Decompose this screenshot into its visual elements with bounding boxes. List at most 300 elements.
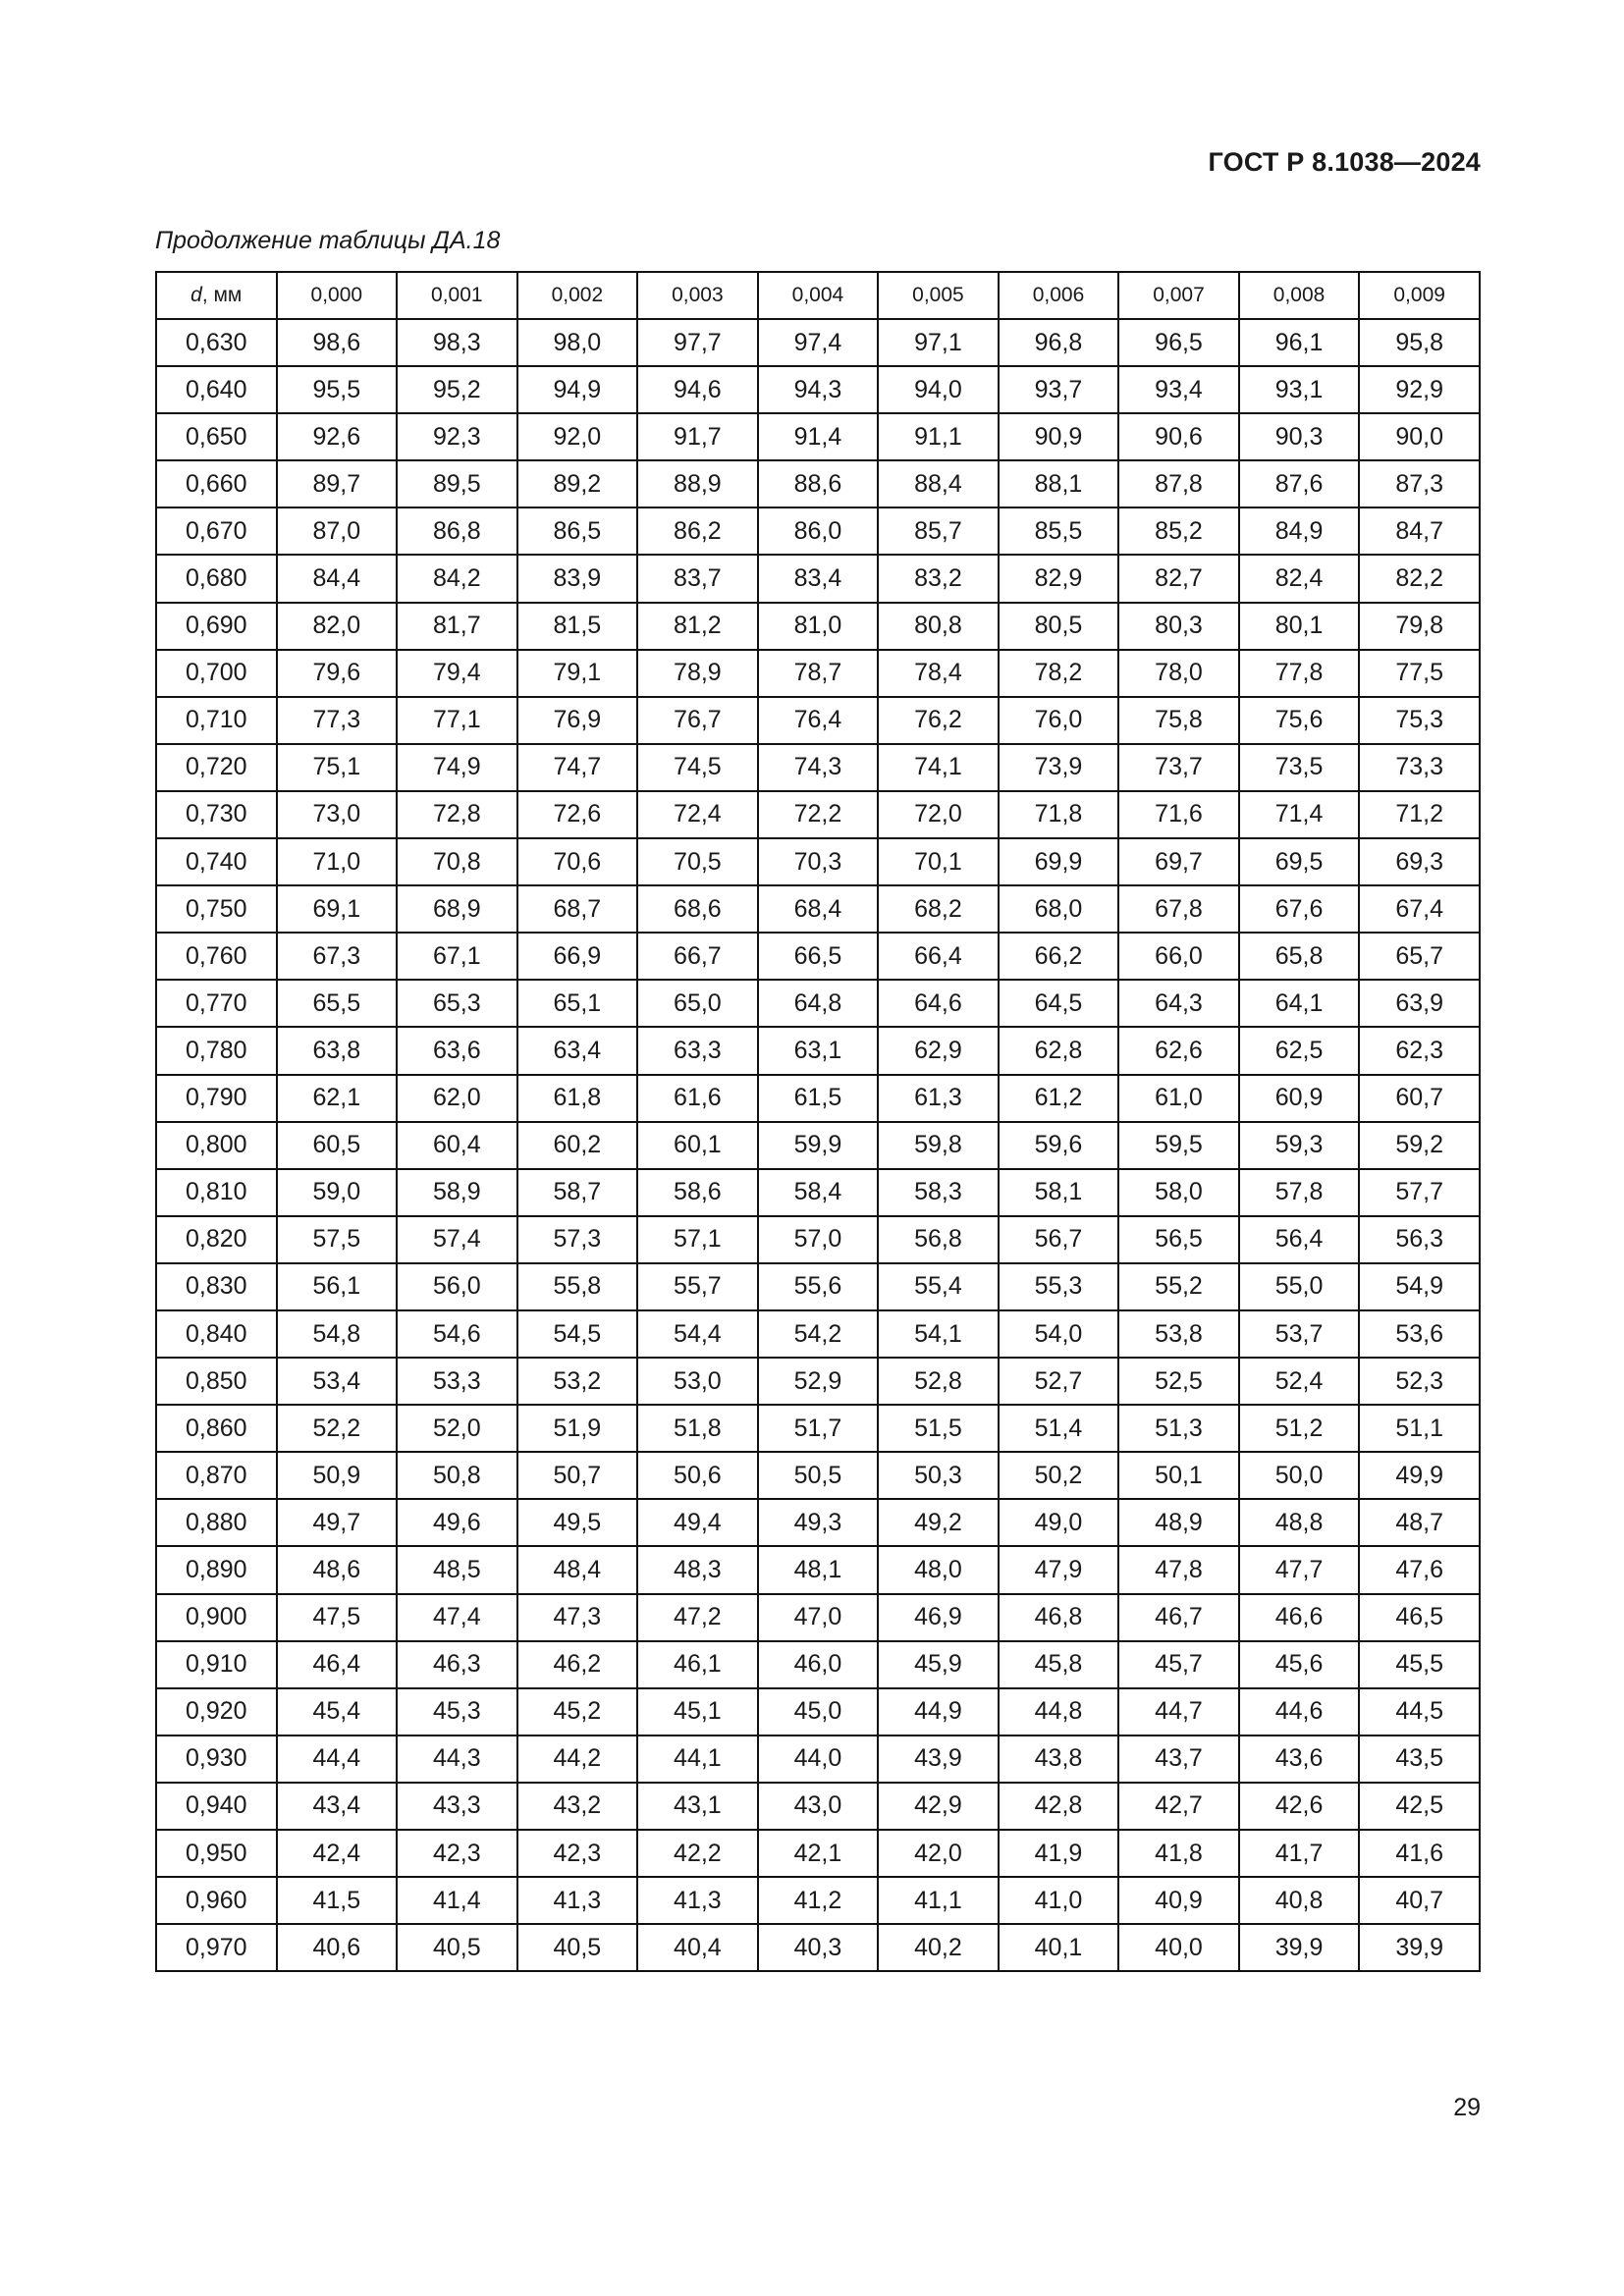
header-cell: 0,002 (517, 272, 638, 319)
table-cell: 42,9 (878, 1783, 999, 1830)
table-row (156, 744, 1480, 791)
row-d-cell: 0,700 (156, 650, 277, 697)
table-row (156, 366, 1480, 413)
table-cell: 58,7 (517, 1169, 638, 1216)
table-cell: 51,1 (1359, 1405, 1480, 1452)
table-cell: 44,5 (1359, 1688, 1480, 1735)
table-cell: 94,0 (878, 366, 999, 413)
table-cell: 44,7 (1118, 1688, 1239, 1735)
table-cell: 41,4 (397, 1877, 517, 1924)
table-cell: 50,8 (397, 1452, 517, 1499)
table-cell: 48,4 (517, 1546, 638, 1593)
table-cell: 43,5 (1359, 1735, 1480, 1783)
table-row (156, 650, 1480, 697)
table-cell: 71,8 (999, 791, 1119, 838)
table-cell: 59,9 (758, 1122, 879, 1169)
table-cell: 53,3 (397, 1358, 517, 1405)
table-cell: 45,9 (878, 1641, 999, 1688)
table-row (156, 413, 1480, 460)
table-row (156, 1122, 1480, 1169)
table-cell: 57,8 (1239, 1169, 1360, 1216)
table-cell: 39,9 (1239, 1924, 1360, 1971)
table-cell: 73,3 (1359, 744, 1480, 791)
data-table (155, 271, 1481, 1972)
row-d-cell: 0,880 (156, 1499, 277, 1546)
table-cell: 47,8 (1118, 1546, 1239, 1593)
table-cell: 40,1 (999, 1924, 1119, 1971)
table-cell: 41,3 (517, 1877, 638, 1924)
table-cell: 46,6 (1239, 1594, 1360, 1641)
table-cell: 46,7 (1118, 1594, 1239, 1641)
table-cell: 44,8 (999, 1688, 1119, 1735)
table-cell: 42,8 (999, 1783, 1119, 1830)
table-cell: 69,1 (277, 885, 398, 933)
table-cell: 61,6 (637, 1075, 758, 1122)
table-row (156, 1310, 1480, 1358)
row-d-cell: 0,800 (156, 1122, 277, 1169)
row-d-cell: 0,930 (156, 1735, 277, 1783)
table-cell: 88,9 (637, 460, 758, 507)
table-cell: 59,5 (1118, 1122, 1239, 1169)
table-cell: 48,7 (1359, 1499, 1480, 1546)
table-cell: 56,4 (1239, 1216, 1360, 1263)
table-cell: 89,2 (517, 460, 638, 507)
table-cell: 53,4 (277, 1358, 398, 1405)
table-cell: 66,7 (637, 933, 758, 980)
table-cell: 50,7 (517, 1452, 638, 1499)
table-cell: 43,1 (637, 1783, 758, 1830)
table-cell: 40,5 (517, 1924, 638, 1971)
table-cell: 54,1 (878, 1310, 999, 1358)
table-cell: 45,0 (758, 1688, 879, 1735)
table-cell: 71,4 (1239, 791, 1360, 838)
table-cell: 57,4 (397, 1216, 517, 1263)
table-cell: 67,8 (1118, 885, 1239, 933)
table-cell: 51,2 (1239, 1405, 1360, 1452)
table-cell: 55,0 (1239, 1263, 1360, 1310)
table-cell: 43,3 (397, 1783, 517, 1830)
table-cell: 72,2 (758, 791, 879, 838)
table-cell: 44,2 (517, 1735, 638, 1783)
table-cell: 43,8 (999, 1735, 1119, 1783)
table-cell: 98,0 (517, 319, 638, 366)
table-cell: 85,7 (878, 507, 999, 555)
table-cell: 83,9 (517, 555, 638, 602)
table-cell: 89,5 (397, 460, 517, 507)
table-cell: 72,8 (397, 791, 517, 838)
table-cell: 51,9 (517, 1405, 638, 1452)
table-cell: 44,3 (397, 1735, 517, 1783)
table-cell: 83,7 (637, 555, 758, 602)
table-cell: 50,1 (1118, 1452, 1239, 1499)
table-cell: 56,8 (878, 1216, 999, 1263)
table-cell: 91,7 (637, 413, 758, 460)
table-cell: 70,5 (637, 838, 758, 885)
table-cell: 76,9 (517, 697, 638, 744)
table-cell: 53,6 (1359, 1310, 1480, 1358)
table-cell: 89,7 (277, 460, 398, 507)
header-cell: 0,007 (1118, 272, 1239, 319)
table-cell: 88,4 (878, 460, 999, 507)
table-cell: 55,6 (758, 1263, 879, 1310)
row-d-cell: 0,950 (156, 1830, 277, 1877)
table-cell: 47,3 (517, 1594, 638, 1641)
table-cell: 40,4 (637, 1924, 758, 1971)
table-row (156, 1358, 1480, 1405)
table-row (156, 1499, 1480, 1546)
table-cell: 48,1 (758, 1546, 879, 1593)
table-row (156, 319, 1480, 366)
table-cell: 78,9 (637, 650, 758, 697)
table-cell: 46,4 (277, 1641, 398, 1688)
table-cell: 46,8 (999, 1594, 1119, 1641)
table-cell: 49,3 (758, 1499, 879, 1546)
table-cell: 41,8 (1118, 1830, 1239, 1877)
table-cell: 54,4 (637, 1310, 758, 1358)
table-cell: 41,2 (758, 1877, 879, 1924)
table-cell: 64,1 (1239, 980, 1360, 1027)
table-cell: 40,0 (1118, 1924, 1239, 1971)
table-cell: 87,6 (1239, 460, 1360, 507)
table-cell: 61,0 (1118, 1075, 1239, 1122)
table-cell: 51,3 (1118, 1405, 1239, 1452)
table-cell: 40,9 (1118, 1877, 1239, 1924)
table-cell: 79,6 (277, 650, 398, 697)
table-cell: 75,3 (1359, 697, 1480, 744)
table-cell: 66,9 (517, 933, 638, 980)
table-row (156, 460, 1480, 507)
table-cell: 45,5 (1359, 1641, 1480, 1688)
table-head (156, 272, 1480, 319)
row-d-cell: 0,820 (156, 1216, 277, 1263)
table-row (156, 1594, 1480, 1641)
table-cell: 82,4 (1239, 555, 1360, 602)
table-cell: 65,3 (397, 980, 517, 1027)
table-cell: 52,9 (758, 1358, 879, 1405)
table-cell: 62,1 (277, 1075, 398, 1122)
table-cell: 75,8 (1118, 697, 1239, 744)
row-d-cell: 0,770 (156, 980, 277, 1027)
table-cell: 84,4 (277, 555, 398, 602)
row-d-cell: 0,640 (156, 366, 277, 413)
table-cell: 47,2 (637, 1594, 758, 1641)
table-row (156, 1546, 1480, 1593)
table-cell: 62,0 (397, 1075, 517, 1122)
table-cell: 45,8 (999, 1641, 1119, 1688)
table-cell: 60,2 (517, 1122, 638, 1169)
row-d-cell: 0,860 (156, 1405, 277, 1452)
table-cell: 68,4 (758, 885, 879, 933)
table-cell: 48,8 (1239, 1499, 1360, 1546)
table-row (156, 933, 1480, 980)
table-row (156, 1027, 1480, 1074)
table-cell: 46,0 (758, 1641, 879, 1688)
row-d-cell: 0,680 (156, 555, 277, 602)
table-cell: 65,1 (517, 980, 638, 1027)
table-cell: 42,5 (1359, 1783, 1480, 1830)
table-cell: 42,3 (397, 1830, 517, 1877)
table-cell: 56,1 (277, 1263, 398, 1310)
table-cell: 39,9 (1359, 1924, 1480, 1971)
table-cell: 47,4 (397, 1594, 517, 1641)
table-cell: 42,6 (1239, 1783, 1360, 1830)
table-cell: 70,3 (758, 838, 879, 885)
table-cell: 95,2 (397, 366, 517, 413)
table-cell: 94,9 (517, 366, 638, 413)
table-row (156, 838, 1480, 885)
table-cell: 82,2 (1359, 555, 1480, 602)
table-cell: 81,7 (397, 603, 517, 650)
table-cell: 41,6 (1359, 1830, 1480, 1877)
table-cell: 52,2 (277, 1405, 398, 1452)
table-cell: 50,3 (878, 1452, 999, 1499)
table-cell: 70,6 (517, 838, 638, 885)
table-row (156, 1452, 1480, 1499)
table-cell: 44,0 (758, 1735, 879, 1783)
table-cell: 44,6 (1239, 1688, 1360, 1735)
table-cell: 45,6 (1239, 1641, 1360, 1688)
table-cell: 96,5 (1118, 319, 1239, 366)
table-cell: 96,8 (999, 319, 1119, 366)
table-cell: 61,2 (999, 1075, 1119, 1122)
table-cell: 74,5 (637, 744, 758, 791)
table-row (156, 1216, 1480, 1263)
table-cell: 74,7 (517, 744, 638, 791)
table-row (156, 791, 1480, 838)
table-cell: 92,9 (1359, 366, 1480, 413)
table-cell: 59,8 (878, 1122, 999, 1169)
table-cell: 69,7 (1118, 838, 1239, 885)
table-cell: 77,1 (397, 697, 517, 744)
table-cell: 79,8 (1359, 603, 1480, 650)
table-cell: 66,5 (758, 933, 879, 980)
table-cell: 75,6 (1239, 697, 1360, 744)
table-cell: 94,6 (637, 366, 758, 413)
table-cell: 83,2 (878, 555, 999, 602)
table-cell: 45,1 (637, 1688, 758, 1735)
table-cell: 65,0 (637, 980, 758, 1027)
header-cell: 0,006 (999, 272, 1119, 319)
table-cell: 51,8 (637, 1405, 758, 1452)
row-d-cell: 0,740 (156, 838, 277, 885)
table-cell: 56,7 (999, 1216, 1119, 1263)
table-cell: 70,1 (878, 838, 999, 885)
table-cell: 98,3 (397, 319, 517, 366)
table-cell: 56,5 (1118, 1216, 1239, 1263)
table-cell: 55,8 (517, 1263, 638, 1310)
table-cell: 41,0 (999, 1877, 1119, 1924)
table-cell: 59,0 (277, 1169, 398, 1216)
row-d-cell: 0,920 (156, 1688, 277, 1735)
row-d-cell: 0,750 (156, 885, 277, 933)
table-cell: 40,8 (1239, 1877, 1360, 1924)
table-cell: 51,4 (999, 1405, 1119, 1452)
table-cell: 63,8 (277, 1027, 398, 1074)
table-cell: 81,5 (517, 603, 638, 650)
table-cell: 48,5 (397, 1546, 517, 1593)
table-cell: 42,1 (758, 1830, 879, 1877)
table-cell: 57,5 (277, 1216, 398, 1263)
row-d-cell: 0,830 (156, 1263, 277, 1310)
table-cell: 55,3 (999, 1263, 1119, 1310)
table-cell: 63,6 (397, 1027, 517, 1074)
header-cell: 0,009 (1359, 272, 1480, 319)
table-cell: 42,2 (637, 1830, 758, 1877)
table-cell: 63,9 (1359, 980, 1480, 1027)
table-cell: 53,7 (1239, 1310, 1360, 1358)
header-cell: 0,003 (637, 272, 758, 319)
table-cell: 55,2 (1118, 1263, 1239, 1310)
table-cell: 46,3 (397, 1641, 517, 1688)
table-cell: 72,4 (637, 791, 758, 838)
table-cell: 50,2 (999, 1452, 1119, 1499)
header-cell: 0,000 (277, 272, 398, 319)
table-cell: 58,9 (397, 1169, 517, 1216)
table-cell: 52,0 (397, 1405, 517, 1452)
table-cell: 58,1 (999, 1169, 1119, 1216)
table-cell: 51,7 (758, 1405, 879, 1452)
table-cell: 46,5 (1359, 1594, 1480, 1641)
row-d-cell: 0,660 (156, 460, 277, 507)
table-cell: 67,3 (277, 933, 398, 980)
table-cell: 82,0 (277, 603, 398, 650)
table-cell: 50,0 (1239, 1452, 1360, 1499)
table-cell: 43,6 (1239, 1735, 1360, 1783)
table-cell: 40,5 (397, 1924, 517, 1971)
table-cell: 40,7 (1359, 1877, 1480, 1924)
table-cell: 40,2 (878, 1924, 999, 1971)
table-cell: 43,7 (1118, 1735, 1239, 1783)
table-cell: 47,0 (758, 1594, 879, 1641)
table-cell: 63,3 (637, 1027, 758, 1074)
table-cell: 67,4 (1359, 885, 1480, 933)
header-cell-d (156, 272, 277, 319)
table-cell: 53,0 (637, 1358, 758, 1405)
table-cell: 40,6 (277, 1924, 398, 1971)
table-container (155, 271, 1481, 1972)
table-cell: 67,1 (397, 933, 517, 980)
table-cell: 82,7 (1118, 555, 1239, 602)
table-cell: 95,8 (1359, 319, 1480, 366)
table-cell: 86,2 (637, 507, 758, 555)
table-cell: 78,4 (878, 650, 999, 697)
table-cell: 64,6 (878, 980, 999, 1027)
table-cell: 46,1 (637, 1641, 758, 1688)
table-row (156, 1735, 1480, 1783)
table-cell: 58,4 (758, 1169, 879, 1216)
row-d-cell: 0,670 (156, 507, 277, 555)
table-cell: 54,2 (758, 1310, 879, 1358)
table-cell: 87,3 (1359, 460, 1480, 507)
table-cell: 44,4 (277, 1735, 398, 1783)
row-d-cell: 0,970 (156, 1924, 277, 1971)
table-cell: 90,6 (1118, 413, 1239, 460)
row-d-cell: 0,940 (156, 1783, 277, 1830)
row-d-cell: 0,760 (156, 933, 277, 980)
row-d-cell: 0,850 (156, 1358, 277, 1405)
table-row (156, 1830, 1480, 1877)
table-cell: 68,7 (517, 885, 638, 933)
table-cell: 80,3 (1118, 603, 1239, 650)
table-cell: 74,3 (758, 744, 879, 791)
table-cell: 58,3 (878, 1169, 999, 1216)
table-cell: 59,6 (999, 1122, 1119, 1169)
row-d-cell: 0,870 (156, 1452, 277, 1499)
table-cell: 76,0 (999, 697, 1119, 744)
table-row (156, 1169, 1480, 1216)
table-row (156, 1641, 1480, 1688)
table-cell: 86,0 (758, 507, 879, 555)
table-cell: 82,9 (999, 555, 1119, 602)
table-cell: 51,5 (878, 1405, 999, 1452)
table-cell: 59,2 (1359, 1122, 1480, 1169)
table-cell: 41,1 (878, 1877, 999, 1924)
table-cell: 44,1 (637, 1735, 758, 1783)
table-cell: 79,4 (397, 650, 517, 697)
table-cell: 93,1 (1239, 366, 1360, 413)
row-d-cell: 0,960 (156, 1877, 277, 1924)
table-cell: 94,3 (758, 366, 879, 413)
table-cell: 73,9 (999, 744, 1119, 791)
table-cell: 68,9 (397, 885, 517, 933)
table-cell: 49,6 (397, 1499, 517, 1546)
table-cell: 47,9 (999, 1546, 1119, 1593)
table-cell: 54,8 (277, 1310, 398, 1358)
table-cell: 85,5 (999, 507, 1119, 555)
table-cell: 58,0 (1118, 1169, 1239, 1216)
table-cell: 65,7 (1359, 933, 1480, 980)
table-cell: 72,6 (517, 791, 638, 838)
table-cell: 90,9 (999, 413, 1119, 460)
table-cell: 53,8 (1118, 1310, 1239, 1358)
table-cell: 64,8 (758, 980, 879, 1027)
table-cell: 84,9 (1239, 507, 1360, 555)
table-cell: 71,2 (1359, 791, 1480, 838)
table-cell: 77,3 (277, 697, 398, 744)
table-cell: 93,7 (999, 366, 1119, 413)
table-cell: 81,2 (637, 603, 758, 650)
table-cell: 50,5 (758, 1452, 879, 1499)
table-cell: 59,3 (1239, 1122, 1360, 1169)
table-cell: 54,9 (1359, 1263, 1480, 1310)
table-cell: 71,6 (1118, 791, 1239, 838)
table-cell: 50,6 (637, 1452, 758, 1499)
table-cell: 45,2 (517, 1688, 638, 1735)
table-cell: 46,9 (878, 1594, 999, 1641)
table-cell: 73,0 (277, 791, 398, 838)
table-cell: 49,4 (637, 1499, 758, 1546)
row-d-cell: 0,910 (156, 1641, 277, 1688)
table-cell: 91,1 (878, 413, 999, 460)
row-d-cell: 0,730 (156, 791, 277, 838)
table-cell: 49,0 (999, 1499, 1119, 1546)
table-cell: 69,3 (1359, 838, 1480, 885)
table-row (156, 1783, 1480, 1830)
table-cell: 55,7 (637, 1263, 758, 1310)
table-cell: 43,4 (277, 1783, 398, 1830)
table-cell: 66,4 (878, 933, 999, 980)
table-cell: 81,0 (758, 603, 879, 650)
table-cell: 83,4 (758, 555, 879, 602)
table-cell: 80,8 (878, 603, 999, 650)
header-cell: 0,004 (758, 272, 879, 319)
row-d-cell: 0,630 (156, 319, 277, 366)
table-cell: 88,6 (758, 460, 879, 507)
table-cell: 55,4 (878, 1263, 999, 1310)
table-cell: 90,0 (1359, 413, 1480, 460)
table-cell: 73,7 (1118, 744, 1239, 791)
table-cell: 42,0 (878, 1830, 999, 1877)
